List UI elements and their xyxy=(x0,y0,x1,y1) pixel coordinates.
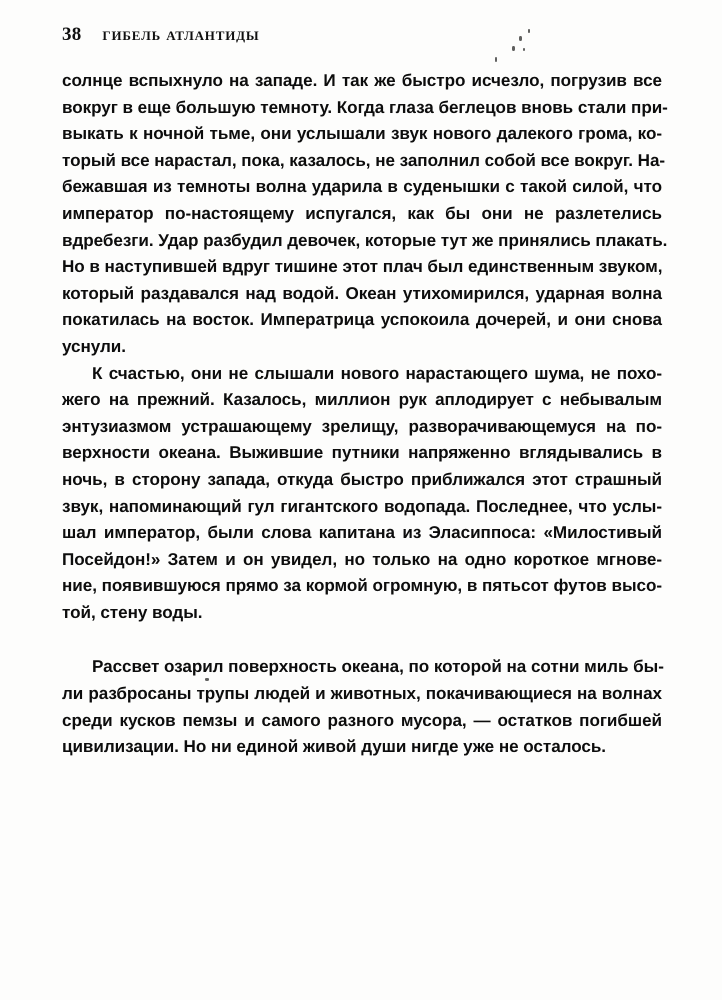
text-line: той, стену воды. xyxy=(62,602,203,622)
text-line: Но в наступившей вдруг тишине этот плач был единственным звуком, xyxy=(62,257,663,277)
text-line: уснули. xyxy=(62,336,126,356)
text-line: К счастью, они не слышали нового нарастающего шума, не похо- xyxy=(92,363,662,383)
paragraph xyxy=(62,361,662,627)
paragraph xyxy=(62,654,662,760)
running-head xyxy=(62,24,662,50)
scan-speck xyxy=(205,678,209,681)
text-line: шал император, были слова капитана из Эласиппоса: «Милостивый xyxy=(62,523,662,543)
page-number: 38 xyxy=(62,24,82,45)
text-line: верхности океана. Выжившие путники напряженно вглядывались в xyxy=(62,443,662,463)
scan-speck xyxy=(519,36,522,41)
text-line: ночь, в сторону запада, откуда быстро приближался этот страшный xyxy=(62,469,662,489)
text-line: цивилизации. Но ни единой живой души нигде уже не осталось. xyxy=(62,737,607,757)
text-line: ли разбросаны трупы людей и животных, покачивающиеся на волнах xyxy=(62,684,662,704)
scan-speck xyxy=(512,46,515,51)
text-line: ние, появившуюся прямо за кормой огромную, в пятьсот футов высо- xyxy=(62,576,662,596)
text-line: покатилась на восток. Императрица успокоила дочерей, и они снова xyxy=(62,310,662,330)
paragraph-spacer xyxy=(62,626,662,654)
text-line: бежавшая из темноты волна ударила в суденышки с такой силой, что xyxy=(62,177,662,197)
text-line: выкать к ночной тьме, они услышали звук нового далекого грома, ко- xyxy=(62,124,662,144)
text-line: среди кусков пемзы и самого разного мусора, — остатков погибшей xyxy=(62,710,662,730)
paragraph xyxy=(62,68,668,361)
text-line: Рассвет озарил поверхность океана, по которой на сотни миль бы- xyxy=(92,657,664,677)
text-line: жего на прежний. Казалось, миллион рук аплодирует с небывалым xyxy=(62,390,662,410)
body-text-block xyxy=(62,68,668,761)
text-line: Посейдон!» Затем и он увидел, но только на одно короткое мгнове- xyxy=(62,549,662,569)
book-title: гибель атлантиды xyxy=(102,24,260,44)
text-line: вокруг в еще большую темноту. Когда глаза беглецов вновь стали при- xyxy=(62,97,668,117)
scan-speck xyxy=(495,57,497,62)
text-line: энтузиазмом устрашающему зрелищу, разворачивающемуся на по- xyxy=(62,416,662,436)
text-line: который раздавался над водой. Океан утихомирился, ударная волна xyxy=(62,283,662,303)
text-line: звук, напоминающий гул гигантского водопада. Последнее, что услы- xyxy=(62,496,662,516)
text-line: торый все нарастал, пока, казалось, не заполнил собой все вокруг. На- xyxy=(62,150,666,170)
text-line: вдребезги. Удар разбудил девочек, которые тут же принялись плакать. xyxy=(62,230,668,250)
text-line: император по-настоящему испугался, как бы они не разлетелись xyxy=(62,203,662,223)
scan-speck xyxy=(528,29,530,33)
text-line: солнце вспыхнуло на западе. И так же быстро исчезло, погрузив все xyxy=(62,71,662,90)
scan-speck xyxy=(523,48,525,51)
